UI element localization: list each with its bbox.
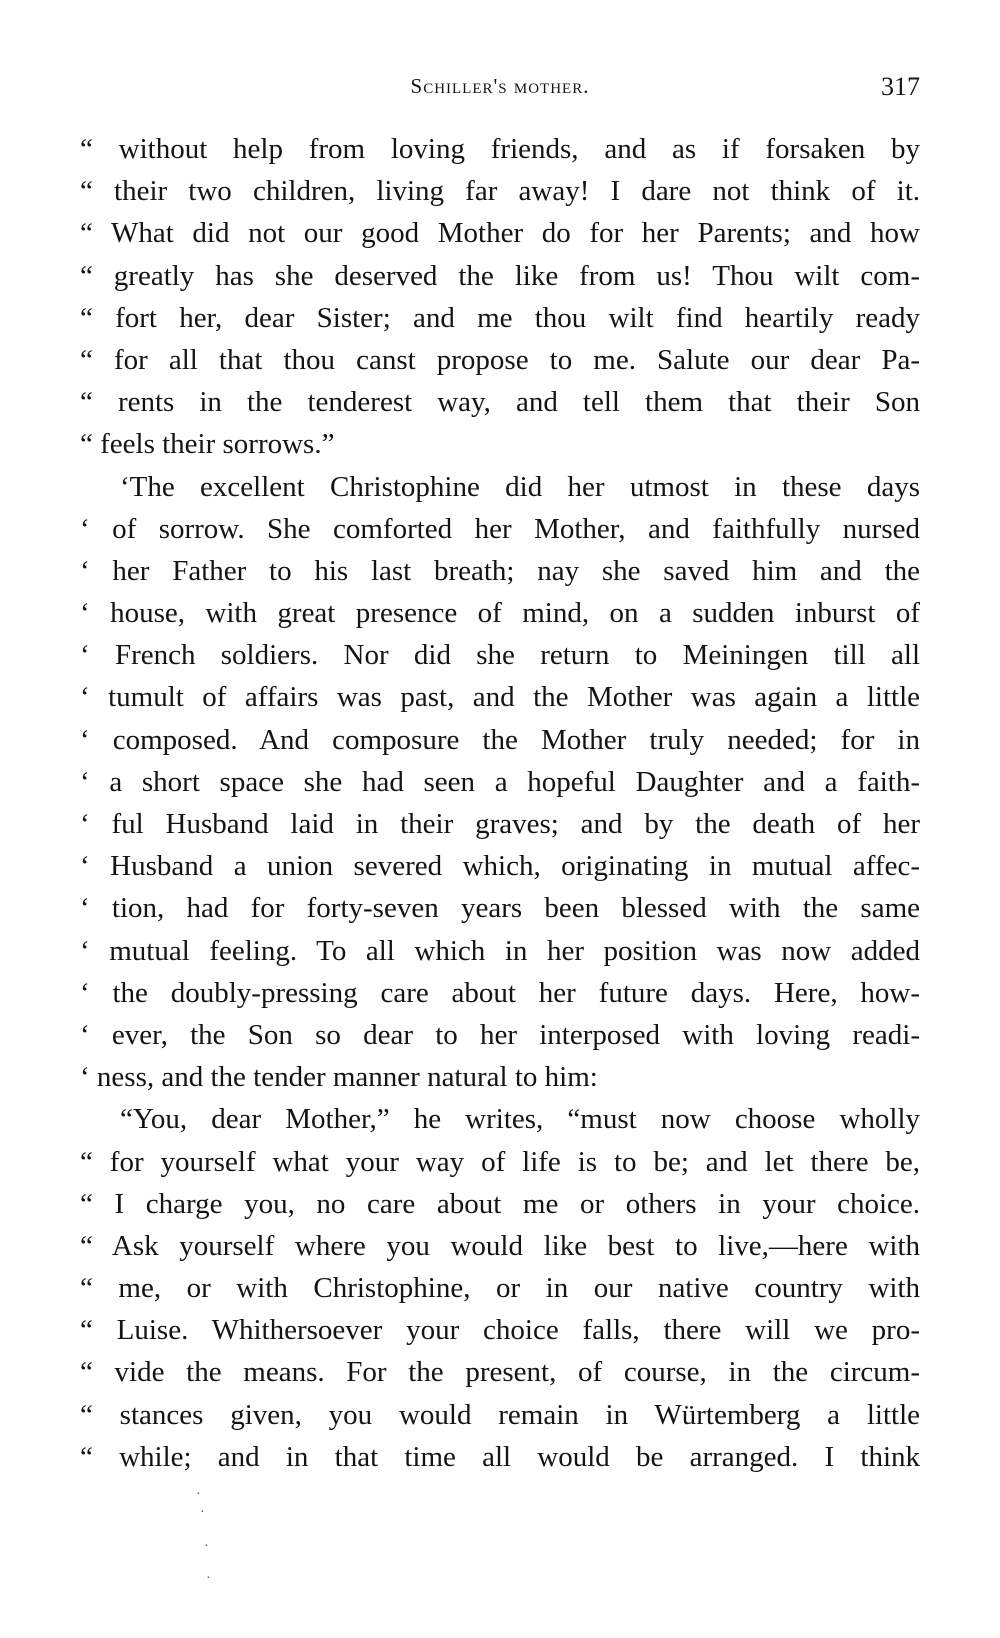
text-line: ‘ Husband a union severed which, originating in mutual affec-	[80, 850, 920, 883]
ink-speck: ·	[206, 1571, 211, 1586]
text-line: “ Luise. Whithersoever your choice falls, there will we pro-	[80, 1314, 920, 1347]
text-line: “ fort her, dear Sister; and me thou wilt find heartily ready	[80, 301, 920, 334]
text-line: “ I charge you, no care about me or others in your choice.	[80, 1187, 920, 1220]
text-line: ‘ a short space she had seen a hopeful Daughter and a faith-	[80, 765, 920, 798]
text-line: ‘ of sorrow. She comforted her Mother, and faithfully nursed	[80, 512, 920, 545]
text-line: “ What did not our good Mother do for her Parents; and how	[80, 217, 920, 250]
text-line: ‘ ever, the Son so dear to her interposed with loving readi-	[80, 1018, 920, 1051]
text-line: “You, dear Mother,” he writes, “must now choose wholly	[120, 1103, 920, 1136]
text-line: ‘ tumult of affairs was past, and the Mother was again a little	[80, 681, 920, 714]
text-line: ‘ mutual feeling. To all which in her position was now added	[80, 934, 920, 967]
text-line: ‘ composed. And composure the Mother truly needed; for in	[80, 723, 920, 756]
text-line: “ rents in the tenderest way, and tell them that their Son	[80, 386, 920, 419]
ink-speck: ·	[204, 1539, 209, 1554]
text-line: “ me, or with Christophine, or in our native country with	[80, 1272, 920, 1305]
text-line: “ vide the means. For the present, of course, in the circum-	[80, 1356, 920, 1389]
text-line: ‘ French soldiers. Nor did she return to Meiningen till all	[80, 639, 920, 672]
text-line: ‘The excellent Christophine did her utmost in these days	[120, 470, 920, 503]
page-number: 317	[881, 72, 920, 101]
text-line: “ without help from loving friends, and as if forsaken by	[80, 133, 920, 165]
text-line: “ while; and in that time all would be arranged. I think	[80, 1440, 920, 1473]
text-line: “ for all that thou canst propose to me. Salute our dear Pa-	[80, 343, 920, 376]
text-line: ‘ ness, and the tender manner natural to him:	[80, 1061, 598, 1094]
running-title: Schiller's mother.	[410, 74, 590, 98]
text-line: ‘ her Father to his last breath; nay she saved him and the	[80, 554, 920, 587]
ink-speck: ·	[196, 1487, 201, 1502]
text-line: “ greatly has she deserved the like from us! Thou wilt com-	[80, 259, 920, 292]
text-line: ‘ the doubly-pressing care about her future days. Here, how-	[80, 976, 920, 1009]
text-line: ‘ house, with great presence of mind, on a sudden inburst of	[80, 597, 920, 630]
text-line: “ for yourself what your way of life is to be; and let there be,	[80, 1145, 920, 1178]
text-line: “ feels their sorrows.”	[80, 428, 335, 461]
text-line: ‘ tion, had for forty-seven years been blessed with the same	[80, 892, 920, 925]
text-line: “ their two children, living far away! I dare not think of it.	[80, 175, 920, 208]
body-text	[80, 128, 920, 1478]
ink-speck: ·	[200, 1505, 205, 1520]
text-line: ‘ ful Husband laid in their graves; and by the death of her	[80, 808, 920, 840]
text-line: “ stances given, you would remain in Würtemberg a little	[80, 1398, 920, 1431]
running-head	[80, 74, 920, 114]
text-line: “ Ask yourself where you would like best to live,—here with	[80, 1229, 920, 1262]
